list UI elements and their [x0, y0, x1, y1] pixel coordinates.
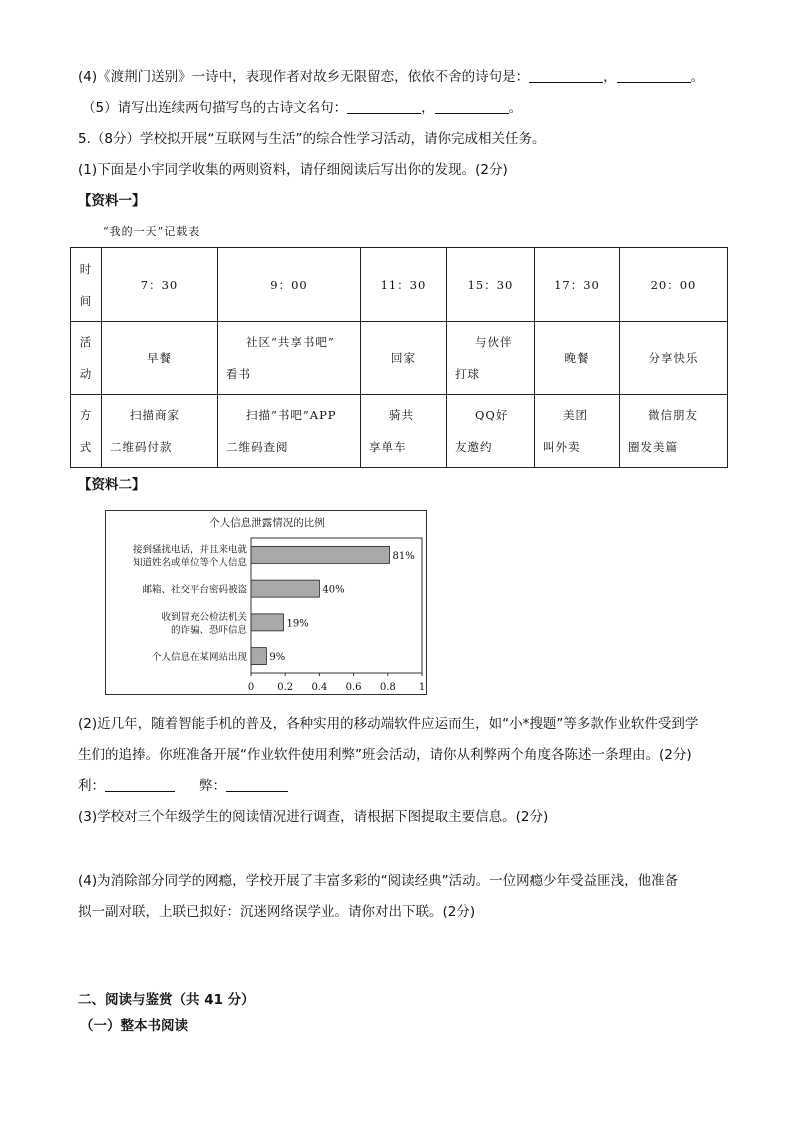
section-2-part-1: （一）整本书阅读 — [80, 1018, 188, 1034]
pro-answer-blank[interactable] — [105, 777, 175, 792]
row-header-char: 时 — [79, 261, 93, 276]
category-label: 的诈骗、恐吓信息 — [170, 624, 247, 636]
row-header-char: 活 — [79, 335, 93, 349]
category-label: 邮箱、社交平台密码被盗 — [142, 584, 247, 596]
bar — [251, 648, 266, 665]
table-cell — [535, 248, 620, 322]
cell-text: 17：30 — [554, 277, 600, 292]
cell-text: 叫外卖 — [543, 440, 581, 454]
task-2-answers: 利： 弊： — [78, 777, 288, 795]
cell-text: 扫描商家 — [130, 408, 180, 422]
answer-blank[interactable] — [347, 99, 421, 114]
question-4: (4)《渡荆门送别》一诗中，表现作者对故乡无限留恋，依依不舍的诗句是： ， 。 — [78, 69, 705, 85]
row-header-char: 间 — [79, 293, 93, 308]
bar — [251, 580, 319, 597]
cell-text: 骑共 — [389, 408, 414, 422]
table-row — [71, 322, 728, 395]
cell-text: 打球 — [455, 367, 480, 381]
cell-text: 享单车 — [369, 440, 407, 454]
table-cell — [218, 322, 361, 395]
cell-text: 二维码付款 — [110, 440, 173, 454]
bar — [251, 546, 390, 563]
answer-blank[interactable] — [435, 99, 509, 114]
bar-value-label: 9% — [269, 652, 286, 664]
x-tick-label: 0.4 — [311, 682, 328, 693]
cell-text: 美团 — [563, 408, 588, 422]
cell-text: 7：30 — [140, 277, 179, 292]
cell-text: 回家 — [391, 351, 416, 365]
cell-text: 看书 — [226, 367, 251, 381]
category-label: 知道姓名或单位等个人信息 — [132, 557, 247, 569]
cell-text: 圈发美篇 — [628, 440, 678, 454]
cell-text: 友邀约 — [455, 440, 493, 454]
task-1: (1)下面是小宇同学收集的两则资料，请仔细阅读后写出你的发现。(2分) — [78, 162, 508, 178]
task-3: (3)学校对三个年级学生的阅读情况进行调查，请根据下图提取主要信息。(2分) — [78, 809, 549, 825]
category-label: 接到骚扰电话，并且来电就 — [132, 544, 247, 556]
table-cell — [620, 322, 728, 395]
table-cell — [447, 395, 535, 468]
cell-text: 9：00 — [270, 277, 308, 292]
table-caption: “我的一天”记载表 — [103, 225, 201, 238]
row-header-char: 方 — [79, 408, 93, 422]
x-tick-label: 0.8 — [379, 682, 396, 693]
table-cell — [535, 322, 620, 395]
bar-value-label: 19% — [286, 618, 309, 630]
answer-blank[interactable] — [617, 68, 691, 83]
cell-text: 二维码查阅 — [226, 440, 289, 454]
row-header — [71, 322, 102, 395]
row-header — [71, 248, 102, 322]
question-5: （5）请写出连续两句描写鸟的古诗文名句： ， 。 — [82, 100, 523, 116]
cell-text: QQ好 — [475, 408, 509, 422]
table-cell — [620, 248, 728, 322]
table-cell — [102, 322, 218, 395]
task-2-line-2: 生们的追捧。你班准备开展“作业软件使用利弊”班会活动，请你从利弊两个角度各陈述一条理由。(2分) — [78, 747, 692, 763]
chart-plot — [106, 511, 428, 696]
task-2-line-1: (2)近几年，随着智能手机的普及，各种实用的移动端软件应运而生，如“小*搜题”等多款作业软件受到学 — [78, 716, 699, 732]
cell-text: 微信朋友 — [648, 408, 698, 422]
task-4-line-1: (4)为消除部分同学的网瘾，学校开展了丰富多彩的“阅读经典”活动。一位网瘾少年受益匪浅，他准备 — [78, 873, 679, 889]
bar-value-label: 81% — [392, 550, 415, 562]
table-cell — [102, 395, 218, 468]
table-cell — [218, 248, 361, 322]
row-header — [71, 395, 102, 468]
row-header-char: 动 — [79, 367, 93, 381]
x-tick-label: 0.6 — [345, 682, 362, 693]
cell-text: 晚餐 — [564, 351, 590, 365]
table-cell — [361, 322, 447, 395]
table-cell — [447, 322, 535, 395]
row-header-char: 式 — [79, 440, 93, 454]
task-4-line-2: 拟一副对联，上联已拟好：沉迷网络误学业。请你对出下联。(2分) — [78, 904, 476, 920]
cell-text: 分享快乐 — [648, 351, 699, 365]
category-label: 收到冒充公检法机关 — [161, 611, 247, 623]
table-cell — [620, 395, 728, 468]
table-cell — [361, 395, 447, 468]
category-label: 个人信息在某网站出现 — [151, 652, 247, 664]
cell-text: 早餐 — [147, 351, 172, 365]
con-answer-blank[interactable] — [226, 777, 288, 792]
resource-1-label: 【资料一】 — [78, 193, 146, 209]
table-row — [71, 248, 728, 322]
table-row — [71, 395, 728, 468]
cell-text: 15：30 — [467, 277, 514, 292]
table-cell — [447, 248, 535, 322]
cell-text: 社区“共享书吧” — [246, 335, 335, 349]
chart-title: 个人信息泄露情况的比例 — [209, 517, 325, 529]
x-tick-label: 0.2 — [277, 682, 294, 693]
bar — [251, 614, 283, 631]
table-cell — [535, 395, 620, 468]
section-2-heading: 二、阅读与鉴赏（共 41 分） — [78, 992, 255, 1008]
cell-text: 与伙伴 — [475, 335, 513, 349]
info-leak-chart — [105, 510, 427, 695]
cell-text: 11：30 — [380, 277, 427, 292]
table-cell — [361, 248, 447, 322]
table-cell — [102, 248, 218, 322]
bar-value-label: 40% — [322, 584, 345, 596]
task-5-heading: 5.（8分）学校拟开展“互联网与生活”的综合性学习活动，请你完成相关任务。 — [78, 131, 546, 147]
resource-2-label: 【资料二】 — [78, 477, 146, 493]
table-cell — [218, 395, 361, 468]
x-tick-label: 1 — [418, 682, 426, 693]
cell-text: 扫描“书吧”APP — [246, 408, 337, 422]
day-record-table — [70, 247, 728, 468]
x-tick-label: 0 — [247, 682, 255, 693]
cell-text: 20：00 — [650, 277, 697, 292]
answer-blank[interactable] — [529, 68, 603, 83]
